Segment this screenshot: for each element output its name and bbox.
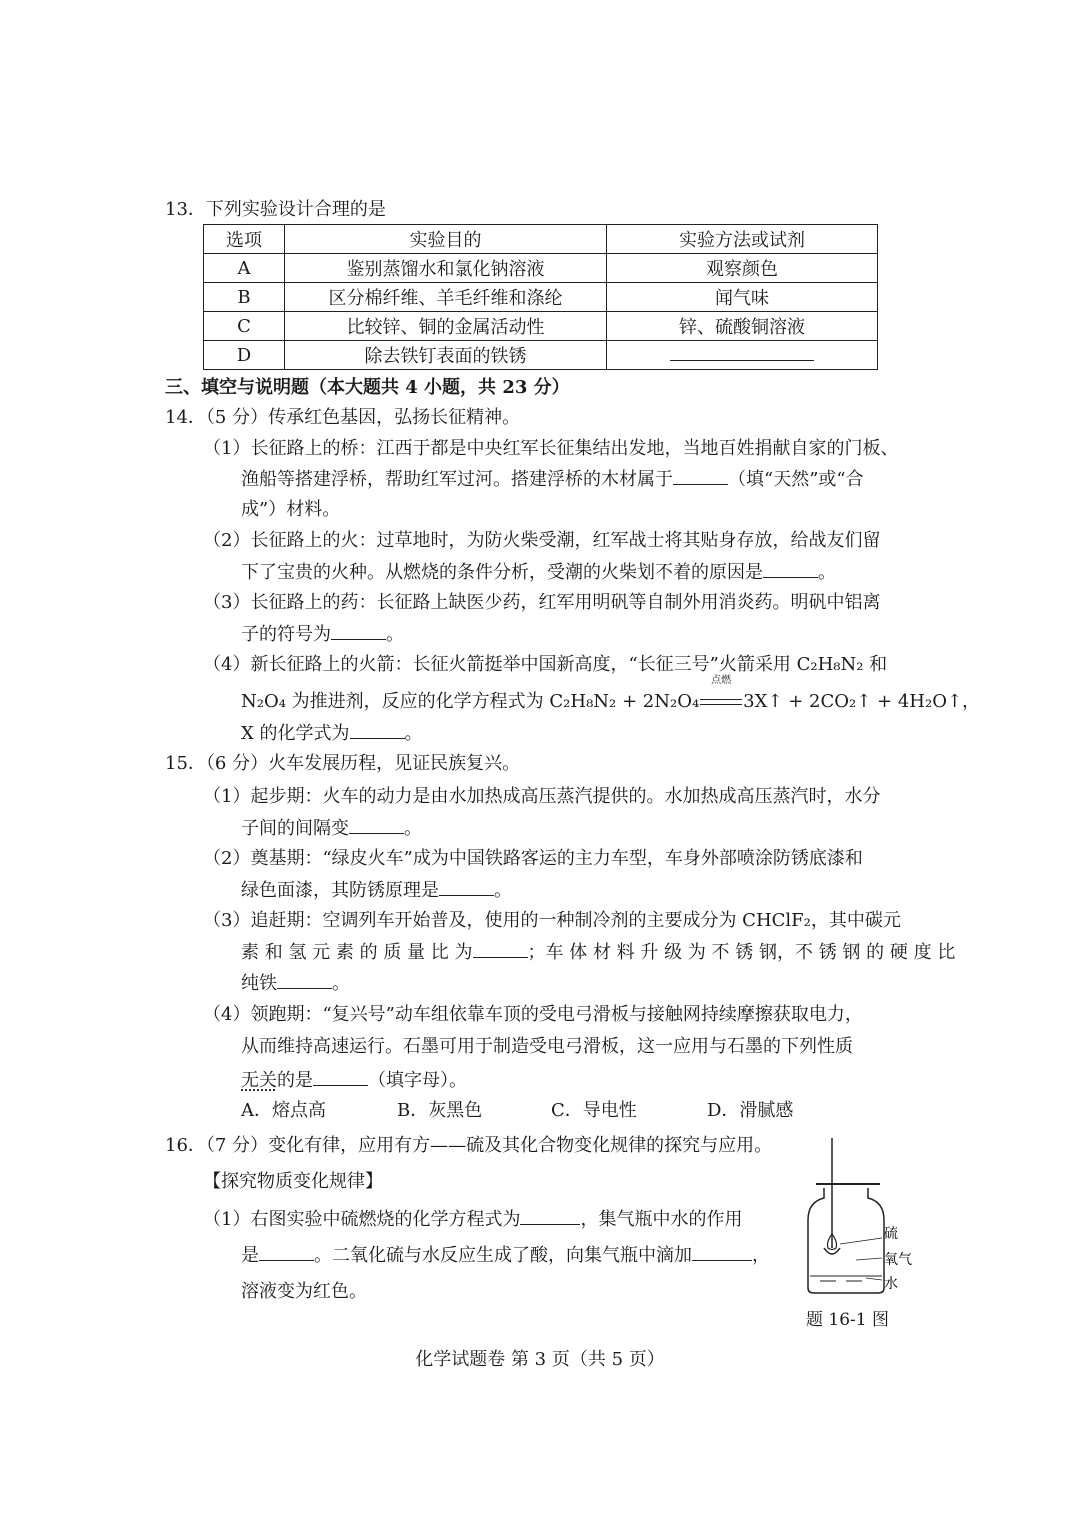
text: （填“天然”或“合 bbox=[728, 469, 864, 490]
row-purpose: 除去铁钉表面的铁锈 bbox=[285, 341, 607, 370]
q15-stem: 15．（6 分）火车发展历程，见证民族复兴。 bbox=[165, 753, 521, 774]
header-method: 实验方法或试剂 bbox=[607, 225, 878, 254]
row-method: 锌、硫酸铜溶液 bbox=[607, 312, 878, 341]
q15-p3b bbox=[241, 941, 955, 964]
row-method: 闻气味 bbox=[607, 283, 878, 312]
text: 。 bbox=[332, 973, 350, 994]
q15-option-a: A．熔点高 bbox=[241, 1100, 326, 1121]
page-footer: 化学试题卷 第 3 页（共 5 页） bbox=[415, 1349, 665, 1370]
q16-p1c: 溶液变为红色。 bbox=[241, 1281, 367, 1302]
text: 。 bbox=[404, 723, 423, 744]
q16-p1a bbox=[203, 1208, 742, 1231]
text: X 的化学式为 bbox=[241, 723, 350, 744]
q15-p1b bbox=[241, 817, 422, 840]
text: 下了宝贵的火种。从燃烧的条件分析，受潮的火柴划不着的原因是 bbox=[241, 562, 763, 583]
label-sulfur: 硫 bbox=[884, 1226, 898, 1242]
row-purpose: 鉴别蒸馏水和氯化钠溶液 bbox=[285, 254, 607, 283]
table-row bbox=[204, 254, 878, 283]
text: 子的符号为 bbox=[241, 624, 331, 645]
section-heading: 三、填空与说明题（本大题共 4 小题，共 23 分） bbox=[165, 377, 570, 398]
row-purpose: 区分棉纤维、羊毛纤维和涤纶 bbox=[285, 283, 607, 312]
answer-blank bbox=[259, 1244, 314, 1261]
emphasis-text: 无关 bbox=[241, 1070, 277, 1091]
equation-reactants: N₂O₄ 为推进剂，反应的化学方程式为 C₂H₈N₂ + 2N₂O₄ bbox=[241, 691, 700, 712]
text: 素 和 氢 元 素 的 质 量 比 为 bbox=[241, 942, 473, 963]
gas-jar-figure bbox=[796, 1138, 926, 1298]
text: （1）右图实验中硫燃烧的化学方程式为 bbox=[203, 1209, 521, 1230]
q13-stem: 13．下列实验设计合理的是 bbox=[165, 199, 386, 220]
q16-stem: 16．（7 分）变化有律，应用有方——硫及其化合物变化规律的探究与应用。 bbox=[165, 1135, 773, 1156]
q14-p3a: （3）长征路上的药：长征路上缺医少药，红军用明矾等自制外用消炎药。明矾中铝离 bbox=[203, 592, 881, 613]
q14-p1b bbox=[241, 468, 864, 491]
row-option: D bbox=[204, 341, 285, 370]
text: 子间的间隔变 bbox=[241, 818, 349, 839]
q14-p2a: （2）长征路上的火：过草地时，为防火柴受潮，红军战士将其贴身存放，给战友们留 bbox=[203, 530, 881, 551]
answer-blank bbox=[673, 468, 728, 485]
answer-blank bbox=[277, 972, 332, 989]
q15-p2b bbox=[241, 879, 512, 902]
q15-option-b: B．灰黑色 bbox=[397, 1100, 483, 1121]
row-purpose: 比较锌、铜的金属活动性 bbox=[285, 312, 607, 341]
text: 绿色面漆，其防锈原理是 bbox=[241, 880, 439, 901]
answer-blank bbox=[331, 623, 386, 640]
table-row bbox=[204, 312, 878, 341]
q16-heading: 【探究物质变化规律】 bbox=[203, 1171, 383, 1192]
figure-caption: 题 16-1 图 bbox=[806, 1310, 889, 1330]
header-option: 选项 bbox=[204, 225, 285, 254]
q15-p3a: （3）追赶期：空调列车开始普及，使用的一种制冷剂的主要成分为 CHClF₂，其中碳元 bbox=[203, 910, 901, 931]
row-option: B bbox=[204, 283, 285, 312]
answer-blank bbox=[520, 1208, 580, 1225]
text: 是 bbox=[241, 1245, 259, 1266]
text: （填字母）。 bbox=[368, 1070, 467, 1091]
answer-blank bbox=[350, 722, 405, 739]
text: 。 bbox=[818, 562, 836, 583]
q14-p4b bbox=[241, 675, 981, 713]
q15-p4a: （4）领跑期：“复兴号”动车组依靠车顶的受电弓滑板与接触网持续摩擦获取电力， bbox=[203, 1004, 863, 1025]
text: 。 bbox=[386, 624, 404, 645]
table-row bbox=[204, 283, 878, 312]
table-row bbox=[204, 341, 878, 370]
row-option: C bbox=[204, 312, 285, 341]
leader-oxygen bbox=[856, 1258, 882, 1260]
answer-blank bbox=[313, 1069, 368, 1086]
answer-blank bbox=[692, 1244, 752, 1261]
q14-p1a: （1）长征路上的桥：江西于都是中央红军长征集结出发地，当地百姓捐献自家的门板、 bbox=[203, 438, 899, 459]
leader-sulfur bbox=[840, 1238, 882, 1244]
equation-products: 3X↑ + 2CO₂↑ + 4H₂O↑， bbox=[743, 691, 981, 712]
equals-sign bbox=[700, 699, 742, 705]
experiment-table bbox=[203, 224, 878, 370]
q15-p3c bbox=[241, 972, 350, 995]
q14-p2b bbox=[241, 561, 836, 584]
label-water: 水 bbox=[884, 1276, 898, 1292]
reaction-condition bbox=[699, 675, 743, 713]
q14-p4a: （4）新长征路上的火箭：长征火箭挺举中国新高度，“长征三号”火箭采用 C₂H₈N₂ 和 bbox=[203, 654, 888, 675]
text: 。二氧化硫与水反应生成了酸，向集气瓶中滴加 bbox=[314, 1245, 692, 1266]
answer-blank bbox=[349, 817, 404, 834]
q16-p1b bbox=[241, 1244, 770, 1267]
q15-p1a: （1）起步期：火车的动力是由水加热成高压蒸汽提供的。水加热成高压蒸汽时，水分 bbox=[203, 786, 881, 807]
leader-water bbox=[866, 1278, 882, 1280]
answer-blank bbox=[763, 561, 818, 578]
q15-p2a: （2）奠基期：“绿皮火车”成为中国铁路客运的主力车型，车身外部喷涂防锈底漆和 bbox=[203, 848, 863, 869]
text: ；车 体 材 料 升 级 为 不 锈 钢，不 锈 钢 的 硬 度 比 bbox=[527, 942, 956, 963]
q14-p1c: 成”）材料。 bbox=[241, 499, 341, 520]
text: 的是 bbox=[277, 1070, 313, 1091]
text: 。 bbox=[404, 818, 422, 839]
row-option: A bbox=[204, 254, 285, 283]
text: 。 bbox=[494, 880, 512, 901]
q15-p4c bbox=[241, 1069, 467, 1092]
row-method: 观察颜色 bbox=[607, 254, 878, 283]
answer-blank bbox=[670, 344, 814, 361]
table-header-row bbox=[204, 225, 878, 254]
text: 渔船等搭建浮桥，帮助红军过河。搭建浮桥的木材属于 bbox=[241, 469, 673, 490]
condition-label: 点燃 bbox=[711, 675, 732, 686]
q14-p4c bbox=[241, 722, 423, 745]
answer-blank bbox=[473, 941, 528, 958]
label-oxygen: 氧气 bbox=[884, 1252, 912, 1268]
text: ， bbox=[752, 1245, 770, 1266]
row-method-blank bbox=[607, 341, 878, 370]
q15-option-d: D．滑腻感 bbox=[707, 1100, 794, 1121]
q14-p3b bbox=[241, 623, 404, 646]
header-purpose: 实验目的 bbox=[285, 225, 607, 254]
text: ，集气瓶中水的作用 bbox=[580, 1209, 743, 1230]
q15-p4b: 从而维持高速运行。石墨可用于制造受电弓滑板，这一应用与石墨的下列性质 bbox=[241, 1036, 853, 1057]
answer-blank bbox=[439, 879, 494, 896]
q14-stem: 14．（5 分）传承红色基因，弘扬长征精神。 bbox=[165, 407, 521, 428]
gas-jar bbox=[808, 1188, 884, 1293]
q15-option-c: C．导电性 bbox=[551, 1100, 637, 1121]
text: 纯铁 bbox=[241, 973, 277, 994]
